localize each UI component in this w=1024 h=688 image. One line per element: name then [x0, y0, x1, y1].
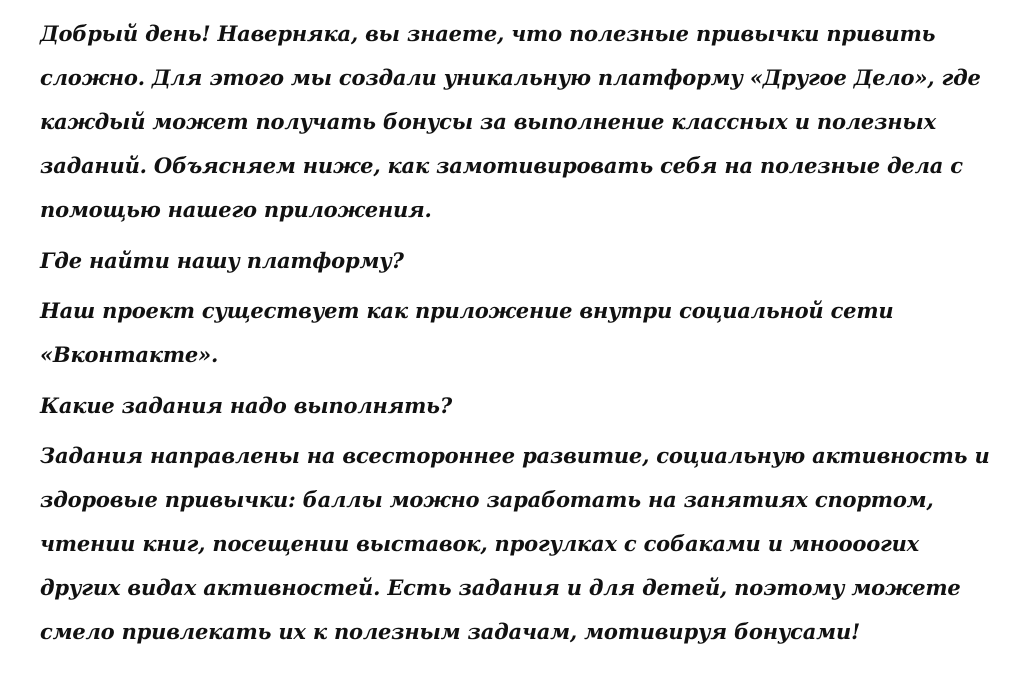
answer-tasks-paragraph: Задания направлены на всестороннее развитие, социальную активность и здоровые привычки: баллы можно заработать на занятиях спортом, чтении книг, посещении выставок, прогулках с собаками и мноооогих других видах активностей. Есть задания и для детей, поэтому можете смело привлекать их к полезным задачам, мотивируя бонусами! — [40, 443, 990, 644]
answer-where-paragraph: Наш проект существует как приложение внутри социальной сети «Вконтакте». — [40, 298, 894, 367]
intro-paragraph: Добрый день! Наверняка, вы знаете, что полезные привычки привить сложно. Для этого мы создали уникальную платформу «Другое Дело», где каждый может получать бонусы за выполнение классных и полезных заданий. Объясняем ниже, как замотивировать себя на полезные дела с помощью нашего приложения. — [40, 21, 981, 222]
question-where-heading: Где найти нашу платформу? — [40, 248, 404, 273]
document-body — [40, 12, 990, 661]
question-tasks-heading: Какие задания надо выполнять? — [40, 393, 452, 418]
